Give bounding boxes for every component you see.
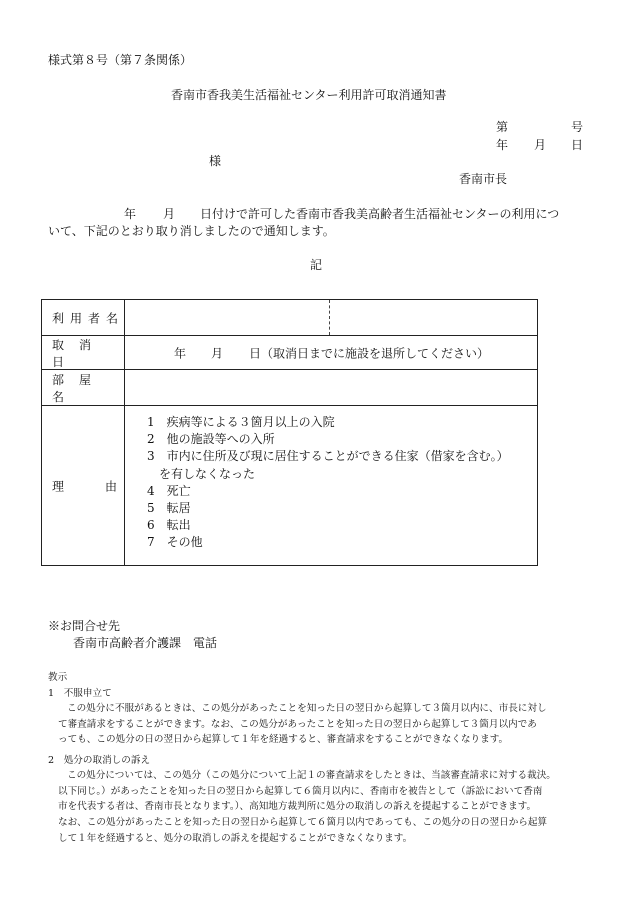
reason-item: 3 市内に住所及び現に居住することができる住家（借家を含む。）	[147, 449, 509, 464]
user-name-label: 利用者名	[52, 311, 125, 325]
table-row-reason	[42, 406, 537, 565]
reason-item: 5 転居	[147, 501, 191, 516]
reason-item: 1 疾病等による３箇月以上の入院	[147, 415, 335, 429]
body-line1: 日付けで許可した香南市香我美高齢者生活福祉センターの利用につ	[200, 207, 560, 221]
cancel-date-month: 月	[211, 346, 224, 360]
contact-department: 香南市高齢者介護課 電話	[73, 636, 218, 650]
number-suffix: 号	[571, 120, 584, 134]
cancel-date-label-cell	[42, 336, 125, 369]
reason-label-cell	[42, 406, 125, 565]
table-row-room	[42, 370, 537, 406]
body-line2: いて、下記のとおり取り消しましたので通知します。	[48, 224, 335, 238]
reason-item: を有しなくなった	[147, 466, 256, 481]
notice-line: この処分については、この処分（この処分について上記１の審査請求をしたときは、当該審査請求に対する裁決。	[67, 770, 556, 781]
header-date-month: 月	[534, 138, 547, 152]
document-title: 香南市香我美生活福祉センター利用許可取消通知書	[171, 88, 447, 102]
contact-heading: ※お問合せ先	[48, 619, 121, 633]
notice-line: っても、この処分の日の翌日から起算して１年を経過すると、審査請求をすることができなくなります。	[58, 734, 509, 746]
ki-heading: 記	[310, 258, 323, 272]
reason-label-2: 由	[105, 479, 118, 493]
notice-line: て審査請求をすることができます。なお、この処分があったことを知った日の翌日から起算して３箇月以内であ	[58, 718, 537, 730]
notice-item1-body	[48, 701, 547, 748]
notice-line: この処分に不服があるときは、この処分があったことを知った日の翌日から起算して３箇月以内に、市長に対し	[67, 703, 547, 714]
notice-line: なお、この処分があったことを知った日の翌日から起算して６箇月以内であっても、この処分の日の翌日から起算	[58, 817, 548, 829]
reason-list	[147, 414, 509, 552]
notice-item2-body	[48, 768, 556, 847]
issuer-name: 香南市長	[459, 172, 508, 186]
table-row-user-name	[42, 300, 537, 336]
body-date-month: 月	[163, 207, 176, 221]
room-label-cell	[42, 370, 125, 405]
reason-label-1: 理	[52, 479, 65, 493]
user-name-label-cell	[42, 300, 125, 335]
number-prefix: 第	[496, 120, 509, 134]
notice-item1-title: 1 不服申立て	[48, 688, 112, 699]
notice-line: して１年を経過すると、処分の取消しの訴えを提起することができなくなります。	[58, 832, 413, 844]
room-label: 部屋名	[52, 372, 107, 404]
cancel-date-year: 年	[174, 346, 187, 360]
notice-table	[41, 299, 538, 566]
recipient-suffix: 様	[209, 154, 222, 168]
cancel-date-day: 日（取消日までに施設を退所してください）	[249, 346, 490, 360]
body-date-year: 年	[124, 207, 137, 221]
reason-item: 2 他の施設等への入所	[147, 432, 275, 447]
reason-item: 4 死亡	[147, 483, 191, 498]
user-name-divider	[329, 300, 330, 335]
reason-item: 7 その他	[147, 535, 203, 550]
notice-line: 市を代表する者は、香南市長となります。）、高知地方裁判所に処分の取消しの訴えを提起することができます。	[58, 801, 537, 813]
reason-item: 6 転出	[147, 518, 191, 533]
notice-item2-title: 2 処分の取消しの訴え	[48, 755, 151, 766]
cancel-date-label: 取消日	[52, 337, 107, 369]
notice-heading: 教示	[48, 672, 68, 683]
notice-line: 以下同じ。）があったことを知った日の翌日から起算して６箇月以内に、香南市を被告として（訴訟において香南	[58, 785, 543, 797]
table-row-cancel-date	[42, 336, 537, 370]
form-number: 様式第８号（第７条関係）	[48, 53, 193, 67]
header-date-year: 年	[496, 138, 509, 152]
header-date-day: 日	[571, 138, 584, 152]
